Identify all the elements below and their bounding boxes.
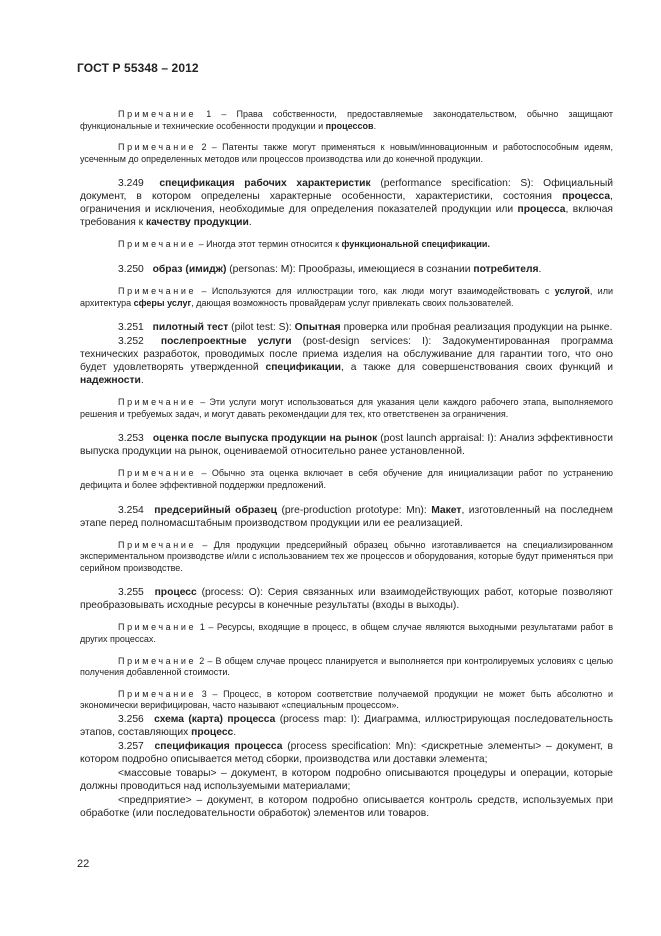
- term-number: 3.256: [118, 713, 144, 725]
- bold-term: процесса: [562, 191, 611, 203]
- note-paragraph: [80, 286, 613, 309]
- text-run: , включая требования к: [80, 204, 613, 229]
- bold-term: услугой: [554, 285, 590, 296]
- text-run: .: [373, 120, 377, 131]
- note-label: Примечание: [118, 397, 197, 408]
- term-paragraph: [80, 794, 613, 820]
- text-run: 3 – Процесс, в котором соответствие получаемой продукции не может быть абсолютно и экономически верифицирован, часто называют «специальным процессом».: [80, 688, 613, 711]
- text-run: , ограничения и исключения, необходимые для определения показателей продукции или: [80, 191, 613, 216]
- note-label: Примечание: [118, 688, 197, 699]
- text-run: (process: O): Серия связанных или взаимодействующих работ, которые позволяют преобразовывать исходные ресурсы в конечные результаты (входы в выходы).: [80, 587, 613, 612]
- text-run: <массовые товары> – документ, в котором подробно описываются процедуры и операции, которые должны проводиться над используемыми материалами;: [80, 767, 613, 792]
- document-body: [80, 99, 613, 820]
- document-header: ГОСТ Р 55348 – 2012: [77, 61, 199, 75]
- note-paragraph: [80, 239, 613, 251]
- note-paragraph: [80, 397, 613, 420]
- bold-term: Макет: [431, 504, 462, 516]
- bold-term: потребителя: [473, 263, 539, 275]
- note-paragraph: [80, 109, 613, 132]
- bold-term: схема (карта) процесса: [149, 713, 276, 725]
- term-paragraph: [80, 335, 613, 387]
- bold-term: оценка после выпуска продукции на рынок: [149, 433, 378, 445]
- term-number: 3.252: [118, 336, 144, 348]
- text-run: 2 – Патенты также могут применяться к новым/инновационным и работоспособным идеям, усеченным до определенных методов или процессов производства или до конечной продукции.: [80, 142, 613, 164]
- bold-term: спецификация процесса: [149, 740, 283, 752]
- bold-term: образ (имидж): [149, 263, 227, 275]
- bold-term: Опытная: [294, 322, 341, 334]
- bold-term: процесс: [149, 587, 197, 599]
- bold-term: сферы услуг: [133, 297, 192, 308]
- term-number: 3.257: [118, 740, 144, 752]
- text-run: проверка или пробная реализация продукции на рынке.: [340, 322, 613, 334]
- text-run: .: [233, 726, 237, 738]
- text-run: (post-design services: I): Задокументированная программа технических разработок, проводимых после приема изделия на обслуживание для гарантии того, что оно будет удовлетворять утвержденной: [80, 336, 613, 374]
- note-label: Примечание: [118, 622, 197, 633]
- text-run: , изготовленный на последнем этапе перед полномасштабным производством продукции или ее реализацией.: [80, 504, 613, 529]
- text-run: 1 – Права собственности, предоставляемые законодательством, обычно защищают функциональные и технические особенности продукции и: [80, 109, 613, 131]
- bold-term: качеству продукции: [146, 217, 249, 229]
- term-number: 3.250: [118, 263, 144, 275]
- note-paragraph: [80, 468, 613, 491]
- term-paragraph: [80, 263, 613, 276]
- bold-term: предсерийный образец: [149, 504, 277, 516]
- term-paragraph: [80, 740, 613, 766]
- note-label: Примечание: [118, 109, 197, 119]
- text-run: <предприятие> – документ, в котором подробно описывается контроль средств, используемых при обработке (или последовательности обработок) элементов или товаров.: [80, 794, 613, 819]
- note-label: Примечание: [118, 539, 197, 550]
- bold-term: процесс: [191, 726, 234, 738]
- note-paragraph: [80, 689, 613, 712]
- text-run: – Обычно эта оценка включает в себя обучение для инициализации работ по устранению дефицита и более эффективной поддержки предложений.: [80, 468, 613, 490]
- term-paragraph: [80, 586, 613, 612]
- note-label: Примечание: [118, 285, 197, 296]
- text-run: (personas: M): Прообразы, имеющиеся в сознании: [226, 263, 474, 275]
- note-paragraph: [80, 142, 613, 165]
- term-number: 3.249: [118, 178, 144, 190]
- term-paragraph: [80, 504, 613, 530]
- text-run: (pre-production prototype: Mn):: [277, 504, 432, 516]
- text-run: – Для продукции предсерийный образец обычно изготавливается на специализированном экспериментальном производстве и/или с использованием тех же процессов и оборудования, которые будут применяться при серийном производстве.: [80, 539, 613, 573]
- text-run: .: [140, 375, 144, 387]
- text-run: , или архитектура: [80, 285, 613, 308]
- text-run: (post launch appraisal: I): Анализ эффективности выпуска продукции на рынок, оцениваемой относительно ранее установленной.: [80, 433, 613, 458]
- bold-term: пилотный тест: [149, 322, 229, 334]
- text-run: .: [538, 263, 542, 275]
- term-number: 3.253: [118, 433, 144, 445]
- text-run: – Используются для иллюстрации того, как люди могут взаимодействовать с: [196, 285, 555, 296]
- note-label: Примечание: [118, 468, 197, 479]
- text-run: , а также для совершенствования своих функций и: [341, 362, 613, 374]
- bold-term: процессов: [325, 120, 374, 131]
- note-label: Примечание: [118, 239, 197, 250]
- term-number: 3.251: [118, 322, 144, 334]
- bold-term: надежности: [80, 375, 141, 387]
- text-run: (performance specification: S): Официальный документ, в котором определены характерные особенности, характеристики, состояния: [80, 178, 614, 203]
- text-run: – Иногда этот термин относится к: [196, 239, 342, 250]
- text-run: .: [248, 217, 252, 229]
- text-run: – Эти услуги могут использоваться для указания цели каждого рабочего этапа, выполняемого решения и требуемых задач, и могут давать рекомендации для тех, кто ответственен за ограничения.: [80, 397, 613, 419]
- page-number: 22: [77, 858, 90, 870]
- term-paragraph: [80, 177, 613, 229]
- text-run: (process specification: Mn): <дискретные элементы> – документ, в котором подробно описывается метод сборки, производства или доставки элемента;: [80, 740, 614, 765]
- note-label: Примечание: [118, 142, 197, 153]
- term-paragraph: [80, 321, 613, 334]
- bold-term: функциональной спецификации.: [341, 239, 490, 250]
- term-paragraph: [80, 767, 613, 793]
- bold-term: послепроектные услуги: [149, 336, 292, 348]
- term-paragraph: [80, 432, 613, 458]
- note-paragraph: [80, 656, 613, 679]
- term-number: 3.255: [118, 587, 144, 599]
- term-paragraph: [80, 713, 613, 739]
- bold-term: спецификация рабочих характеристик: [149, 178, 371, 190]
- note-paragraph: [80, 622, 613, 645]
- text-run: (process map: I): Диаграмма, иллюстрирующая последовательность этапов, составляющих: [80, 713, 613, 738]
- bold-term: спецификации: [265, 362, 342, 374]
- text-run: (pilot test: S):: [228, 322, 295, 334]
- note-paragraph: [80, 540, 613, 575]
- note-label: Примечание: [118, 655, 197, 666]
- term-number: 3.254: [118, 504, 144, 516]
- bold-term: процесса: [517, 204, 566, 216]
- text-run: 1 – Ресурсы, входящие в процесс, в общем случае являются выходными результатами работ в других процессах.: [80, 622, 613, 644]
- text-run: , дающая возможность провайдерам услуг привлекать своих пользователей.: [191, 297, 514, 308]
- text-run: 2 – В общем случае процесс планируется и выполняется при контролируемых условиях с целью получения добавленной стоимости.: [80, 655, 613, 678]
